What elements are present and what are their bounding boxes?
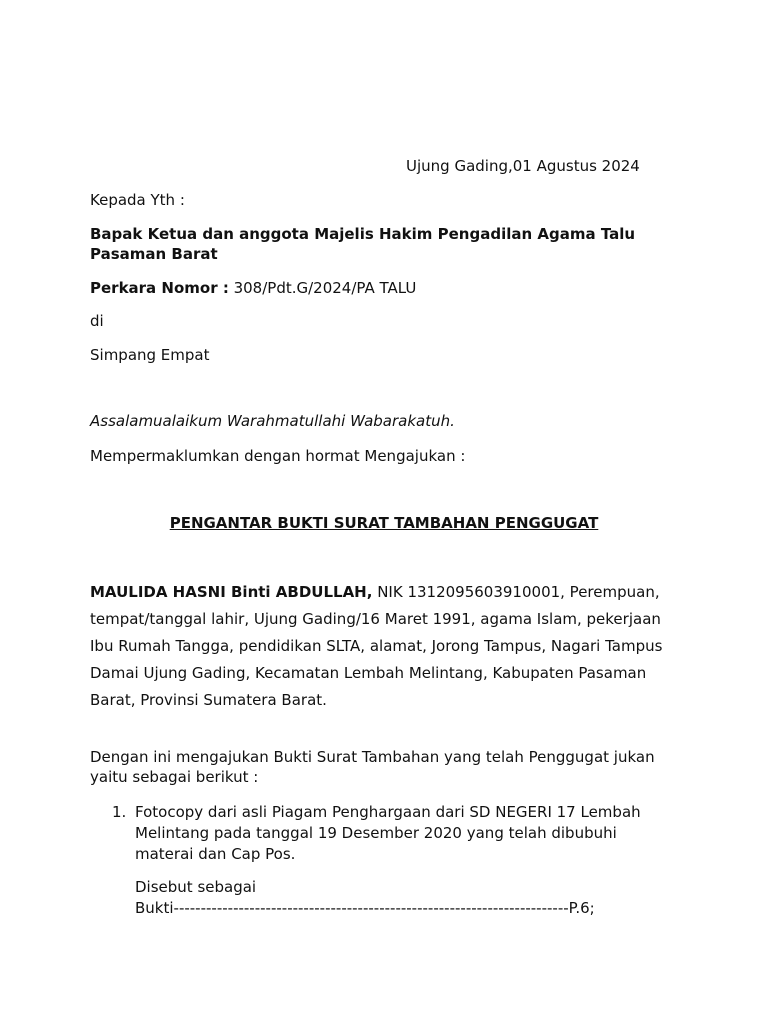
party-paragraph	[90, 579, 680, 714]
list-item-text: Fotocopy dari asli Piagam Penghargaan dari SD NEGERI 17 Lembah Melintang pada tanggal 19 Desember 2020 yang telah dibubuhi materai dan Cap Pos.	[135, 803, 641, 863]
di-word: di	[90, 312, 104, 330]
recipient-name: Bapak Ketua dan anggota Majelis Hakim Pengadilan Agama Talu Pasaman Barat	[90, 225, 636, 263]
submission-paragraph: Dengan ini mengajukan Bukti Surat Tambahan yang telah Penggugat jukan yaitu sebagai berikut :	[90, 748, 655, 786]
case-label: Perkara Nomor :	[90, 279, 229, 297]
proof-line: Bukti-------------------------------------------------------------------------P.6;	[135, 899, 595, 917]
letter-place-date: Ujung Gading,01 Agustus 2024	[406, 157, 640, 175]
proof-label: Disebut sebagai	[135, 878, 257, 896]
addressee-label: Kepada Yth :	[90, 191, 185, 209]
recipient-place: Simpang Empat	[90, 346, 210, 364]
case-number: 308/Pdt.G/2024/PA TALU	[228, 279, 417, 297]
party-details: NIK 1312095603910001, Perempuan, tempat/tanggal lahir, Ujung Gading/16 Maret 1991, agama Islam, pekerjaan Ibu Rumah Tangga, pendidikan SLTA, alamat, Jorong Tampus, Nagari Tampus Damai Ujung Gading, Kecamatan Lembah Melintang, Kabupaten Pasaman Barat, Provinsi Sumatera Barat.	[90, 583, 663, 709]
case-number-line	[90, 278, 416, 298]
intro-line: Mempermaklumkan dengan hormat Mengajukan :	[90, 447, 466, 465]
greeting: Assalamualaikum Warahmatullahi Wabarakatuh.	[90, 412, 455, 430]
party-name: MAULIDA HASNI Binti ABDULLAH,	[90, 583, 373, 601]
list-item-number: 1.	[112, 803, 127, 821]
document-title: PENGANTAR BUKTI SURAT TAMBAHAN PENGGUGAT	[169, 514, 599, 532]
